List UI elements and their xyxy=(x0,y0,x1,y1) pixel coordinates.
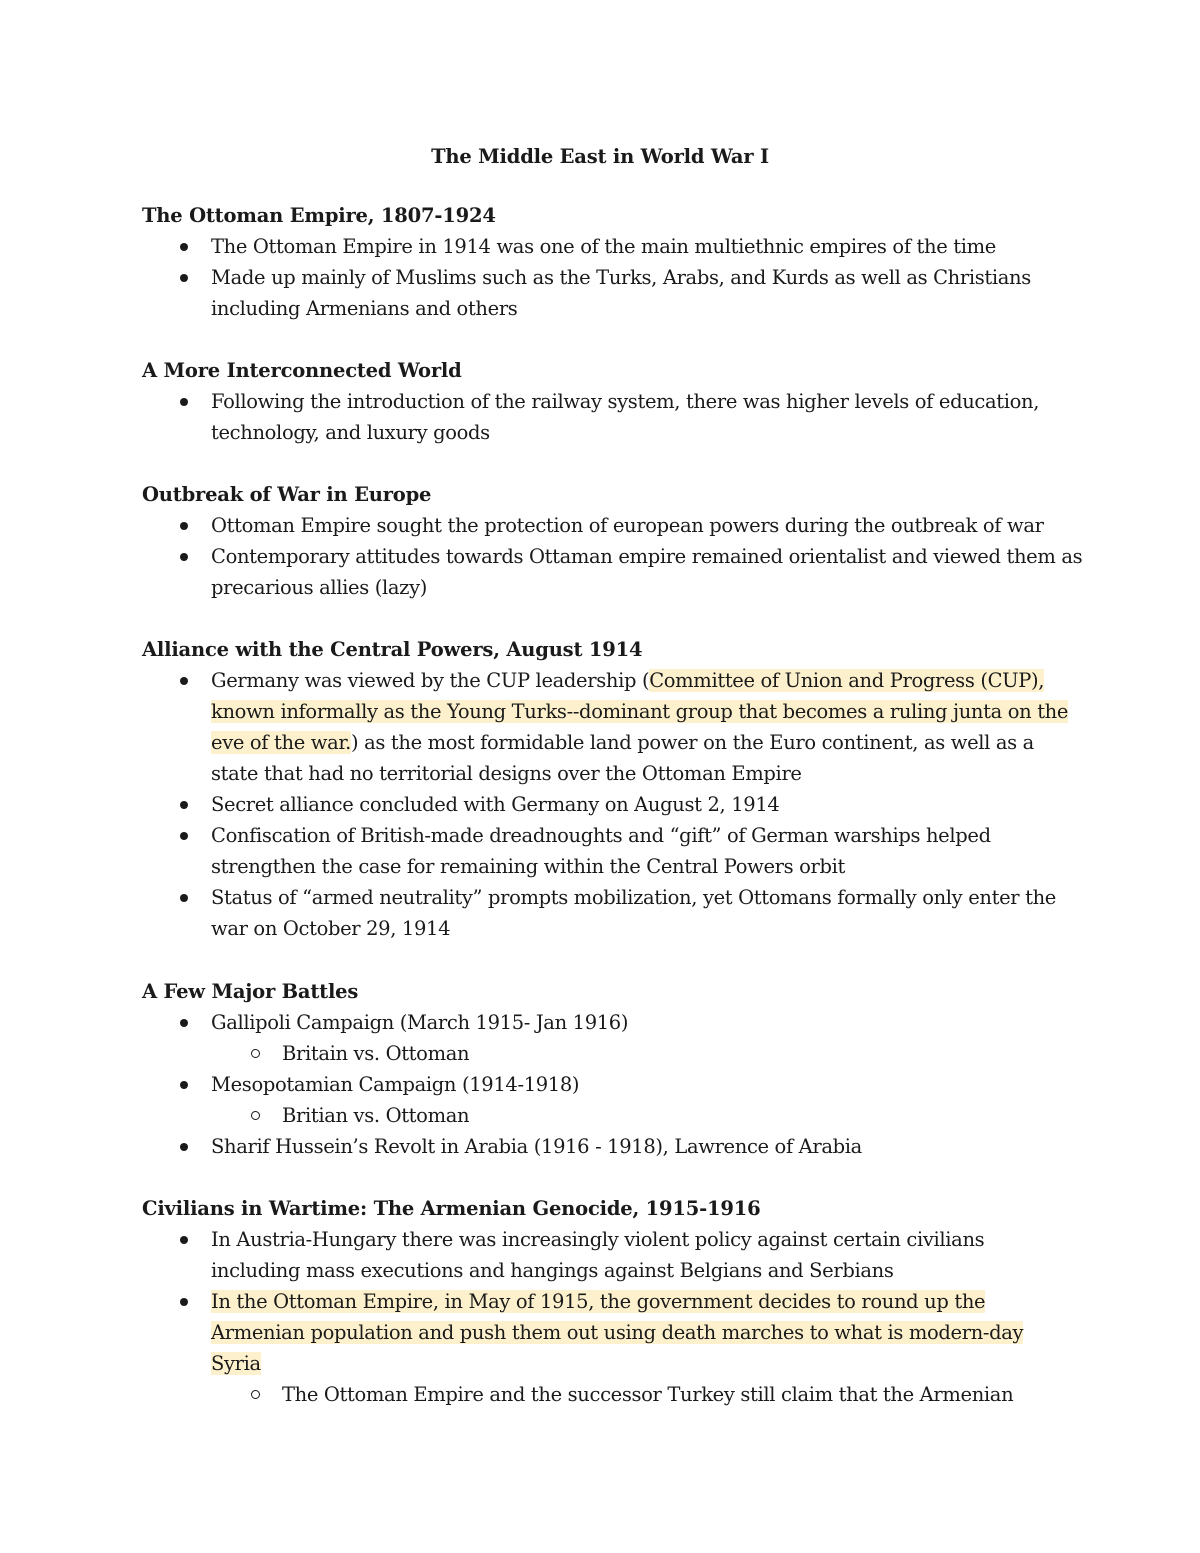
hollow-bullet-icon xyxy=(251,1111,260,1120)
list-item-text: Following the introduction of the railway system, there was higher levels of education, xyxy=(211,390,1040,413)
highlighted-text: eve of the war. xyxy=(211,731,352,754)
list-item-text: Germany was viewed by the CUP leadership ( xyxy=(211,669,650,692)
bullet-icon xyxy=(180,1019,188,1027)
highlighted-text: In the Ottoman Empire, in May of 1915, the government decides to round up the xyxy=(211,1290,986,1313)
bullet-icon xyxy=(180,1081,188,1089)
highlighted-text: Armenian population and push them out using death marches to what is modern-day xyxy=(211,1321,1024,1344)
list-item xyxy=(142,665,1072,789)
highlighted-text: Syria xyxy=(211,1352,261,1375)
list-item xyxy=(142,1069,1072,1100)
list-item-text: The Ottoman Empire in 1914 was one of the main multiethnic empires of the time xyxy=(211,235,996,258)
bullet-icon xyxy=(180,398,188,406)
bullet-icon xyxy=(180,1143,188,1151)
list-item-line xyxy=(211,665,1072,696)
bullet-icon xyxy=(180,894,188,902)
list-item xyxy=(142,231,1072,262)
sub-list-item-text: Britain vs. Ottoman xyxy=(282,1042,470,1065)
bullet-icon xyxy=(180,801,188,809)
section-heading: Alliance with the Central Powers, August 1914 xyxy=(142,638,643,661)
list-item xyxy=(142,820,1072,882)
list-item-text: Gallipoli Campaign (March 1915- Jan 1916) xyxy=(211,1011,629,1034)
section-armenian-genocide xyxy=(142,1193,1072,1410)
list-item-text: technology, and luxury goods xyxy=(211,421,490,444)
hollow-bullet-icon xyxy=(251,1390,260,1399)
bullet-list xyxy=(142,665,1072,944)
highlighted-text: known informally as the Young Turks--dominant group that becomes a ruling junta on the xyxy=(211,700,1069,723)
bullet-list xyxy=(142,231,1072,324)
hollow-bullet-icon xyxy=(251,1049,260,1058)
list-item-text: war on October 29, 1914 xyxy=(211,917,451,940)
section-heading: Outbreak of War in Europe xyxy=(142,483,432,506)
section-heading: Civilians in Wartime: The Armenian Genocide, 1915-1916 xyxy=(142,1197,761,1220)
bullet-icon xyxy=(180,832,188,840)
list-item-line xyxy=(211,1286,1072,1317)
section-heading: A More Interconnected World xyxy=(142,359,462,382)
list-item-text: strengthen the case for remaining within the Central Powers orbit xyxy=(211,855,845,878)
list-item-text: Made up mainly of Muslims such as the Turks, Arabs, and Kurds as well as Christians xyxy=(211,266,1031,289)
list-item xyxy=(142,1007,1072,1038)
list-item-text: including mass executions and hangings against Belgians and Serbians xyxy=(211,1259,894,1282)
list-item-text: Contemporary attitudes towards Ottaman empire remained orientalist and viewed them as xyxy=(211,545,1083,568)
list-item-line xyxy=(211,1348,1072,1379)
list-item xyxy=(142,789,1072,820)
list-item-line xyxy=(211,727,1072,758)
list-item-text: including Armenians and others xyxy=(211,297,518,320)
list-item-text: Confiscation of British-made dreadnoughts and “gift” of German warships helped xyxy=(211,824,991,847)
section-interconnected-world xyxy=(142,355,1072,448)
document-title: The Middle East in World War I xyxy=(431,145,769,168)
list-item xyxy=(142,262,1072,324)
list-item-line xyxy=(211,696,1072,727)
list-item-text: Status of “armed neutrality” prompts mobilization, yet Ottomans formally only enter the xyxy=(211,886,1056,909)
list-item xyxy=(142,1224,1072,1286)
list-item xyxy=(142,1131,1072,1162)
bullet-icon xyxy=(180,243,188,251)
list-item xyxy=(142,541,1083,603)
list-item-text: Mesopotamian Campaign (1914-1918) xyxy=(211,1073,580,1096)
list-item-text: Ottoman Empire sought the protection of european powers during the outbreak of war xyxy=(211,514,1044,537)
section-heading: The Ottoman Empire, 1807-1924 xyxy=(142,204,496,227)
sub-list-item xyxy=(142,1038,1072,1069)
list-item-text: In Austria-Hungary there was increasingly violent policy against certain civilians xyxy=(211,1228,985,1251)
list-item-line xyxy=(211,1317,1072,1348)
list-item xyxy=(142,386,1072,448)
bullet-list xyxy=(142,1224,1072,1410)
list-item-text: Sharif Hussein’s Revolt in Arabia (1916 - 1918), Lawrence of Arabia xyxy=(211,1135,862,1158)
bullet-icon xyxy=(180,274,188,282)
list-item-text: precarious allies (lazy) xyxy=(211,576,428,599)
sub-list-item-text: Britian vs. Ottoman xyxy=(282,1104,470,1127)
bullet-icon xyxy=(180,553,188,561)
sub-list-item-text: The Ottoman Empire and the successor Turkey still claim that the Armenian xyxy=(282,1383,1014,1406)
section-major-battles xyxy=(142,976,1072,1162)
bullet-list xyxy=(142,1007,1072,1162)
list-item xyxy=(142,510,1072,541)
list-item xyxy=(142,882,1072,944)
bullet-icon xyxy=(180,1236,188,1244)
bullet-list xyxy=(142,510,1083,603)
bullet-list xyxy=(142,386,1072,448)
section-outbreak-of-war xyxy=(142,479,1083,603)
list-item-text: state that had no territorial designs over the Ottoman Empire xyxy=(211,762,802,785)
list-item xyxy=(142,1286,1072,1379)
list-item-text: ) as the most formidable land power on the Euro continent, as well as a xyxy=(351,731,1034,754)
sub-list-item xyxy=(142,1379,1072,1410)
bullet-icon xyxy=(180,1298,188,1306)
bullet-icon xyxy=(180,677,188,685)
section-central-powers-alliance xyxy=(142,634,1072,944)
highlighted-text: Committee of Union and Progress (CUP), xyxy=(649,669,1045,692)
bullet-icon xyxy=(180,522,188,530)
sub-list-item xyxy=(142,1100,1072,1131)
section-ottoman-empire xyxy=(142,200,1072,324)
list-item-text: Secret alliance concluded with Germany on August 2, 1914 xyxy=(211,793,780,816)
section-heading: A Few Major Battles xyxy=(142,980,359,1003)
